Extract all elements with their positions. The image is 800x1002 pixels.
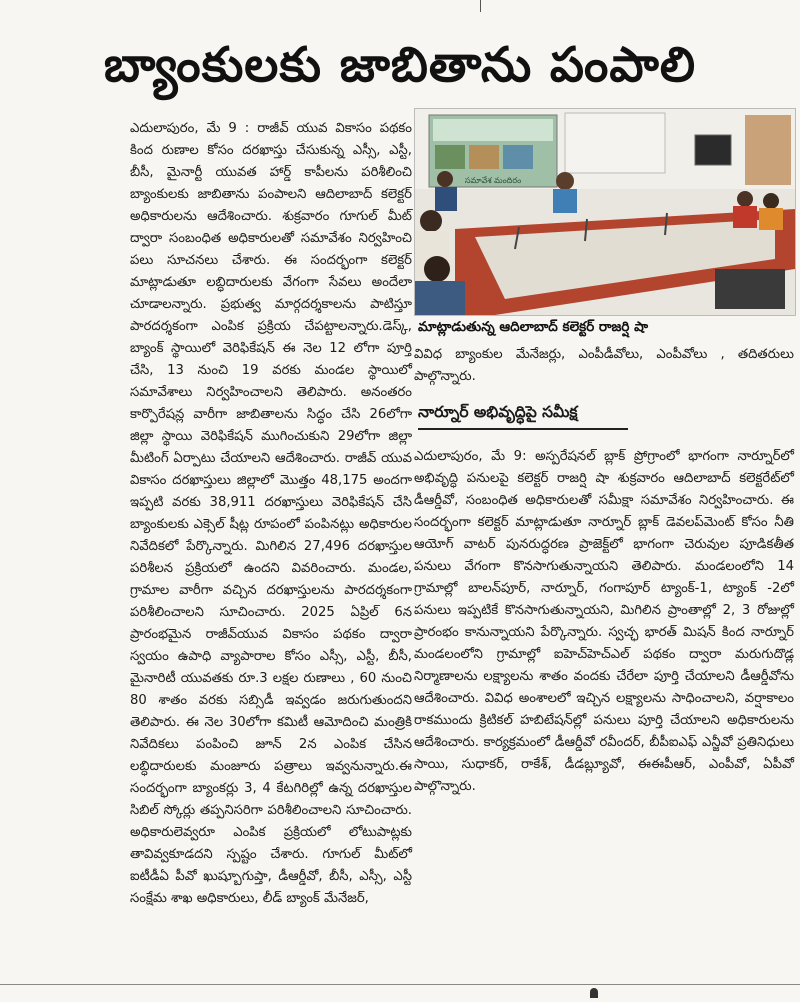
meeting-room-image <box>415 109 795 315</box>
page-bottom-border <box>0 984 800 985</box>
subheading: నార్నూర్ అభివృద్ధిపై సమీక్ష <box>418 398 628 430</box>
article-body-right: ఎదులాపురం, మే 9: అస్పరేషనల్ బ్లాక్ ప్రోగ్రాంలో భాగంగా నార్నూర్‌లో అభివృద్ధి పనులపై కలెక్టర్ రాజర్షి షా శుక్రవారం ఆదిలాబాద్ కలెక్టరేట్‌లో డీఆర్డీవో, సంబంధిత అధికారులతో సమీక్షా సమావేశం నిర్వహించారు. ఈ సందర్భంగా కలెక్టర్ మాట్లాడుతూ నార్నూర్ బ్లాక్ డెవలప్‌మెంట్ కోసం నీతి ఆయోగ్ వాటర్ పునరుద్ధరణ ప్రాజెక్ట్‌లో భాగంగా చెరువుల పూడికతీత పనులు వేగంగా కొనసాగుతున్నాయని తెలిపారు. మండలంలోని 14 గ్రామాల్లో బాలన్‌పూర్, నార్నూర్, గంగాపూర్ ట్యాంక్-1, ట్యాంక్ -2లో పనులు ఇప్పటికే కొనసాగుతున్నాయని, మిగిలిన ప్రాంతాల్లో 2, 3 రోజుల్లో ప్రారంభం కానున్నాయని పేర్కొన్నారు. స్వచ్ఛ భారత్ మిషన్ కింద నార్నూర్ మండలంలోని గ్రామాల్లో ఐహెచ్‌హెచ్‌ఎల్ పథకం ద్వారా మరుగుదొడ్ల నిర్మాణాలను లక్ష్యాలను శాతం వందకు చేరేలా పూర్తి చేయాలని డీఆర్డీవోను ఆదేశించారు. వివిధ అంశాలలో ఇచ్చిన లక్ష్యాలను సాధించాలని, వర్షాకాలం రాకముందు క్రిటికల్ హబిటేషన్‌ల్లో పనులు పూర్తి చేయాలని అధికారులను ఆదేశించారు. కార్యక్రమంలో డీఆర్డీవో రవీందర్, బీపీఐఎఫ్ ఎన్జీవో ప్రతినిధులు సాయి, సుధాకర్, రాకేశ్, డీడబ్ల్యూవో, ఈఈపీఆర్, ఎంపీవో, ఏపీవో పాల్గొన్నారు. <box>414 449 794 794</box>
article-left-column <box>130 118 412 910</box>
screen-label: సమావేశ మందిరం <box>464 176 522 185</box>
page-top-border <box>0 0 800 14</box>
meeting-photo <box>414 108 796 316</box>
bottom-mark <box>590 988 598 998</box>
article-right-column <box>414 446 794 798</box>
article-body-right-cont: వివిధ బ్యాంకుల మేనేజర్లు, ఎంపీడీవోలు, ఎంపీవోలు , తదితరులు పాల్గొన్నారు. <box>414 347 794 384</box>
article-body-left: ఎదులాపురం, మే 9 : రాజీవ్ యువ వికాసం పథకం కింద రుణాల కోసం దరఖాస్తు చేసుకున్న ఎస్సీ, ఎస్టీ, బీసీ, మైనార్టీ యువత హార్డ్ కాపీలను పరిశీలించి బ్యాంకులకు జాబితాను పంపాలని ఆదిలాబాద్ కలెక్టర్ అధికారులను ఆదేశించారు. శుక్రవారం గూగుల్ మీట్ ద్వారా సంబంధిత అధికారులతో సమావేశం నిర్వహించి పలు సూచనలు చేశారు. ఈ సందర్భంగా కలెక్టర్ మాట్లాడుతూ లబ్ధిదారులకు వేగంగా సేవలు అందేలా చూడాలన్నారు. ప్రభుత్వ మార్గదర్శకాలను పాటిస్తూ పారదర్శకంగా ఎంపిక ప్రక్రియ చేపట్టాలన్నారు.డెస్క్, బ్యాంక్ స్థాయిలో వెరిఫికేషన్ ఈ నెల 12 లోగా పూర్తి చేసి, 13 నుంచి 19 వరకు మండల స్థాయిలో సమావేశాలు నిర్వహించాలని తెలిపారు. అనంతరం కార్పొరేషన్ల వారీగా జాబితాలను సిద్ధం చేసి 26లోగా జిల్లా స్థాయి వెరిఫికేషన్ ముగించుకుని 29లోగా జిల్లా మీటింగ్ ఏర్పాటు చేయాలని ఆదేశించారు. రాజీవ్ యువ వికాసం దరఖాస్తులు జిల్లాలో మొత్తం 48,175 అందగా ఇప్పటి వరకు 38,911 దరఖాస్తులు వెరిఫికేషన్ చేసి బ్యాంకులకు ఎక్సెల్ షీట్ల రూపంలో పంపినట్లు అధికారుల నివేదికలో పేర్కొన్నారు. మిగిలిన 27,496 దరఖాస్తుల పరిశీలన ప్రక్రియలో ఉందని వివరించారు. మండల, గ్రామాల వారీగా వచ్చిన దరఖాస్తులను పారదర్శకంగా పరిశీలించాలని సూచించారు. 2025 ఏప్రిల్ 6న ప్రారంభమైన రాజీవ్‌యువ వికాసం పథకం ద్వారా స్వయం ఉపాధి వ్యాపారాల కోసం ఎస్సీ, ఎస్టీ, బీసీ, మైనారిటీ యువతకు రూ.3 లక్షల రుణాలు , 60 నుంచి 80 శాతం వరకు సబ్సిడీ ఇవ్వడం జరుగుతుందని తెలిపారు. ఈ నెల 30లోగా కమిటీ ఆమోదించి మంత్రికి నివేదికలు పంపించి జూన్ 2న ఎంపిక చేసిన లబ్ధిదారులకు మంజూరు పత్రాలు ఇవ్వనున్నారు.ఈ సందర్భంగా బ్యాంకర్లు 3, 4 కేటగిరిల్లో ఉన్న దరఖాస్తుల సిబిల్ స్కోర్లు తప్పనిసరిగా పరిశీలించాలని సూచించారు. అధికారులెవ్వరూ ఎంపిక ప్రక్రియలో లోటుపాట్లకు తావివ్వకూడదని స్పష్టం చేశారు. గూగుల్ మీట్‌లో ఐటీడీఏ పీవో ఖుష్బూగుప్తా, డీఆర్డీవో, బీసీ, ఎస్సీ, ఎస్టీ సంక్షేమ శాఖ అధికారులు, లీడ్ బ్యాంక్ మేనేజర్, <box>130 121 412 906</box>
headline: బ్యాంకులకు జాబితాను పంపాలి <box>103 37 697 93</box>
article-left-continuation <box>414 344 794 388</box>
photo-caption: మాట్లాడుతున్న ఆదిలాబాద్ కలెక్టర్ రాజర్షి షా <box>418 319 649 335</box>
